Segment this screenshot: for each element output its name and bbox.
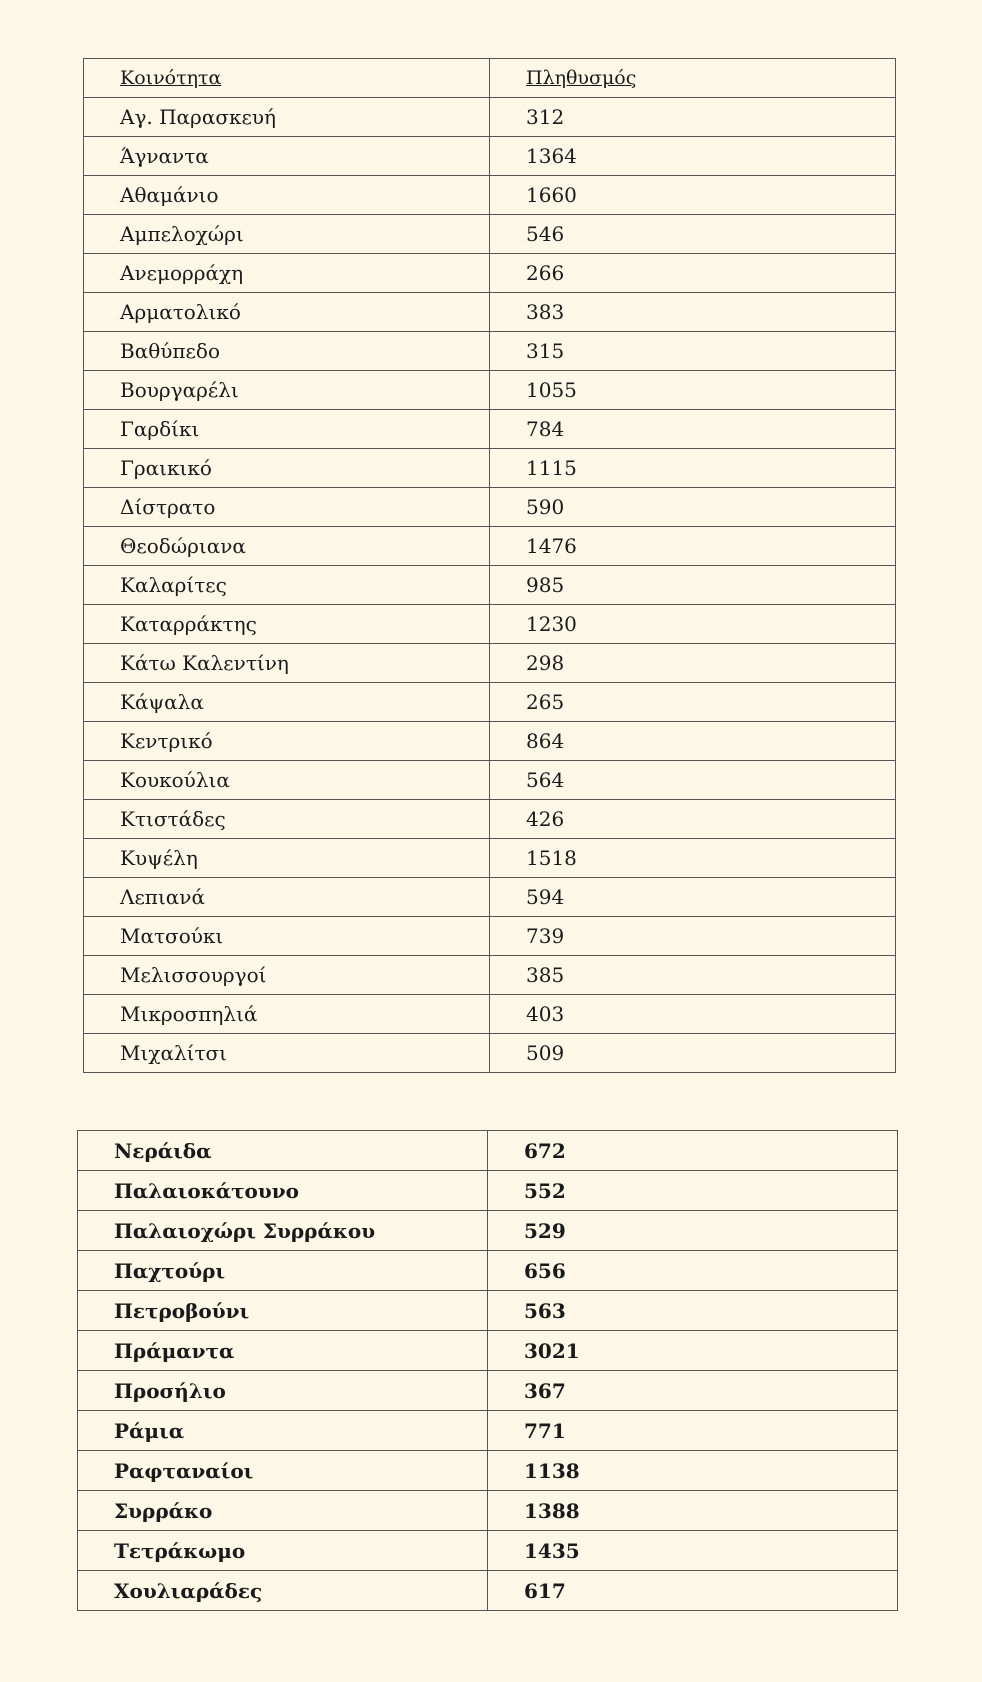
table-row	[84, 488, 896, 527]
community-cell: Χουλιαράδες	[78, 1571, 488, 1611]
community-cell: Καταρράκτης	[84, 605, 490, 644]
community-cell: Νεράιδα	[78, 1131, 488, 1171]
population-cell: 617	[488, 1571, 898, 1611]
population-cell: 1364	[490, 137, 896, 176]
community-cell: Κυψέλη	[84, 839, 490, 878]
population-cell: 985	[490, 566, 896, 605]
table-header-row	[84, 59, 896, 98]
table-row	[84, 371, 896, 410]
table-row	[78, 1571, 898, 1611]
community-cell: Γαρδίκι	[84, 410, 490, 449]
community-cell: Άγναντα	[84, 137, 490, 176]
table-row	[84, 410, 896, 449]
table-row	[84, 293, 896, 332]
table-row	[84, 215, 896, 254]
community-cell: Βαθύπεδο	[84, 332, 490, 371]
community-cell: Κτιστάδες	[84, 800, 490, 839]
community-cell: Προσήλιο	[78, 1371, 488, 1411]
population-cell: 312	[490, 98, 896, 137]
community-cell: Παλαιοχώρι Συρράκου	[78, 1211, 488, 1251]
table-row	[78, 1251, 898, 1291]
community-cell: Δίστρατο	[84, 488, 490, 527]
table-row	[84, 800, 896, 839]
table-row	[84, 566, 896, 605]
population-cell: 672	[488, 1131, 898, 1171]
community-column-header: Κοινότητα	[84, 59, 490, 98]
table-row	[84, 722, 896, 761]
population-cell: 1660	[490, 176, 896, 215]
community-cell: Καλαρίτες	[84, 566, 490, 605]
community-cell: Ράμια	[78, 1411, 488, 1451]
community-cell: Πράμαντα	[78, 1331, 488, 1371]
community-cell: Κουκούλια	[84, 761, 490, 800]
population-cell: 509	[490, 1034, 896, 1073]
population-cell: 1230	[490, 605, 896, 644]
population-column-header: Πληθυσμός	[490, 59, 896, 98]
community-cell: Ανεμορράχη	[84, 254, 490, 293]
table-row	[84, 176, 896, 215]
population-table-1	[83, 58, 896, 1073]
community-cell: Μιχαλίτσι	[84, 1034, 490, 1073]
table-row	[78, 1331, 898, 1371]
population-table-2	[77, 1130, 898, 1611]
population-cell: 656	[488, 1251, 898, 1291]
population-cell: 426	[490, 800, 896, 839]
table-row	[84, 254, 896, 293]
table-row	[78, 1131, 898, 1171]
population-cell: 1476	[490, 527, 896, 566]
table-row	[84, 956, 896, 995]
community-cell: Παχτούρι	[78, 1251, 488, 1291]
table-body	[78, 1131, 898, 1611]
population-cell: 383	[490, 293, 896, 332]
community-cell: Τετράκωμο	[78, 1531, 488, 1571]
population-cell: 739	[490, 917, 896, 956]
community-cell: Αμπελοχώρι	[84, 215, 490, 254]
population-cell: 3021	[488, 1331, 898, 1371]
table-row	[84, 449, 896, 488]
population-cell: 403	[490, 995, 896, 1034]
community-cell: Ραφταναίοι	[78, 1451, 488, 1491]
population-cell: 563	[488, 1291, 898, 1331]
population-cell: 1435	[488, 1531, 898, 1571]
table-row	[78, 1451, 898, 1491]
table-row	[84, 137, 896, 176]
table-row	[84, 527, 896, 566]
community-cell: Αρματολικό	[84, 293, 490, 332]
population-cell: 594	[490, 878, 896, 917]
community-cell: Κεντρικό	[84, 722, 490, 761]
population-cell: 1115	[490, 449, 896, 488]
community-cell: Ματσούκι	[84, 917, 490, 956]
community-cell: Αθαμάνιο	[84, 176, 490, 215]
table-row	[84, 995, 896, 1034]
population-cell: 864	[490, 722, 896, 761]
population-cell: 529	[488, 1211, 898, 1251]
community-cell: Παλαιοκάτουνο	[78, 1171, 488, 1211]
table-row	[84, 98, 896, 137]
population-cell: 1055	[490, 371, 896, 410]
community-cell: Βουργαρέλι	[84, 371, 490, 410]
table-row	[78, 1531, 898, 1571]
population-cell: 546	[490, 215, 896, 254]
community-cell: Κάτω Καλεντίνη	[84, 644, 490, 683]
community-cell: Κάψαλα	[84, 683, 490, 722]
table-row	[78, 1211, 898, 1251]
table-row	[78, 1411, 898, 1451]
population-cell: 784	[490, 410, 896, 449]
table-row	[78, 1371, 898, 1411]
population-cell: 385	[490, 956, 896, 995]
community-cell: Συρράκο	[78, 1491, 488, 1531]
population-cell: 266	[490, 254, 896, 293]
table-row	[84, 683, 896, 722]
community-cell: Μελισσουργοί	[84, 956, 490, 995]
community-cell: Αγ. Παρασκευή	[84, 98, 490, 137]
table-row	[84, 839, 896, 878]
community-cell: Θεοδώριανα	[84, 527, 490, 566]
population-cell: 590	[490, 488, 896, 527]
table-row	[78, 1291, 898, 1331]
population-cell: 1138	[488, 1451, 898, 1491]
table-row	[84, 605, 896, 644]
table-row	[84, 878, 896, 917]
population-cell: 552	[488, 1171, 898, 1211]
community-cell: Πετροβούνι	[78, 1291, 488, 1331]
population-cell: 298	[490, 644, 896, 683]
community-cell: Μικροσπηλιά	[84, 995, 490, 1034]
table-row	[84, 917, 896, 956]
population-cell: 771	[488, 1411, 898, 1451]
population-cell: 564	[490, 761, 896, 800]
population-cell: 315	[490, 332, 896, 371]
population-cell: 1388	[488, 1491, 898, 1531]
population-cell: 1518	[490, 839, 896, 878]
population-cell: 265	[490, 683, 896, 722]
table-row	[84, 332, 896, 371]
table-row	[84, 761, 896, 800]
table-body	[84, 98, 896, 1073]
table-row	[78, 1171, 898, 1211]
table-row	[84, 644, 896, 683]
table-row	[84, 1034, 896, 1073]
population-cell: 367	[488, 1371, 898, 1411]
table-row	[78, 1491, 898, 1531]
community-cell: Λεπιανά	[84, 878, 490, 917]
community-cell: Γραικικό	[84, 449, 490, 488]
